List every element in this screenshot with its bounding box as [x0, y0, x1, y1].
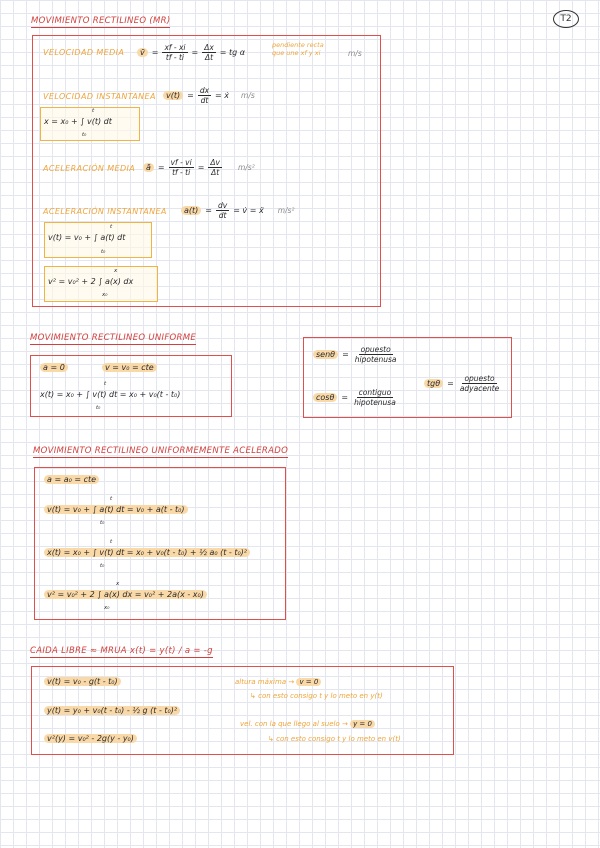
mrua-x-upper: t — [110, 539, 113, 545]
caida-v-eq: v(t) = v₀ - g(t - t₀) — [44, 677, 121, 686]
acel-media-label: ACELERACIÓN MEDIA — [43, 164, 136, 173]
page-number: T2 — [553, 10, 579, 28]
caida-v2-eq: v²(y) = v₀² - 2g(y - y₀) — [44, 734, 137, 743]
vel-media-formula: v̄ = $\frac{xf - xi}{tf - ti}$ = $\frac{\Delta x}{\Delta t}$ = tg α — [137, 43, 245, 62]
acel-inst-v2-integral: v² = v₀² + 2 ∫ a(x) dx — [48, 277, 134, 286]
caida-y-eq: y(t) = y₀ + v₀(t - t₀) - ½ g (t - t₀)² — [44, 706, 180, 715]
caida-note1-sub: ↳ con esto consigo t y lo meto en y(t) — [250, 692, 383, 700]
vel-inst-unit: m/s — [241, 91, 255, 100]
mrua-v-upper: t — [110, 496, 113, 502]
acel-inst-lhs: a(t) — [181, 206, 201, 215]
caida-note1: altura máxima → v = 0 — [235, 678, 321, 686]
mrua-title: MOVIMIENTO RECTILINEO UNIFORMEMENTE ACELERADO — [33, 446, 289, 456]
vel-inst-label: VELOCIDAD INSTANTANEA — [43, 92, 156, 101]
mru-upper: t — [104, 381, 107, 387]
vel-inst-formula: v(t) = $\frac{dx}{dt}$ = ẋ m/s — [163, 86, 255, 105]
vel-inst-lhs: v(t) — [163, 91, 183, 100]
mrua-x-eq: x(t) = x₀ + ∫ v(t) dt = x₀ + v₀(t - t₀) + ½ a₀ (t - t₀)² — [44, 548, 250, 557]
mrua-x-lower: t₀ — [100, 563, 105, 569]
vel-inst-lower: t₀ — [82, 132, 87, 138]
acel-media-unit: m/s² — [237, 163, 255, 172]
vel-media-note: pendiente recta que une xf y xi — [272, 41, 324, 57]
caida-title: CAIDA LIBRE ≈ MRUA x(t) = y(t) / a = -g — [30, 646, 213, 656]
mrua-v2-eq: v² = v₀² + 2 ∫ a(x) dx = v₀² + 2a(x - x₀) — [44, 590, 207, 599]
vel-media-frac1: $\frac{xf - xi}{tf - ti}$ — [164, 43, 186, 62]
caida-note2-sub: ↳ con esto consigo t y lo meto en v(t) — [268, 735, 401, 743]
mrua-a-const: a = a₀ = cte — [44, 475, 99, 484]
caida-note2-hl: y = 0 — [350, 720, 375, 728]
acel-media-frac1: $\frac{vf - vi}{tf - ti}$ — [170, 158, 192, 177]
caida-note1-hl: v = 0 — [296, 678, 321, 686]
trig-sen: senθ = $\frac{\text{opuesto}}{\text{hipotenusa}}$ — [313, 345, 399, 364]
acel-inst-v2-upper: x — [114, 268, 118, 274]
mrua-v-lower: t₀ — [100, 520, 105, 526]
mru-lower: t₀ — [96, 405, 101, 411]
acel-inst-formula: a(t) = $\frac{dv}{dt}$ = v̇ = ẍ m/s² — [181, 201, 294, 220]
acel-inst-frac: $\frac{dv}{dt}$ — [217, 201, 228, 220]
acel-inst-label: ACELERACIÓN INSTANTANEA — [43, 207, 167, 216]
mru-x-eq: x(t) = x₀ + ∫ v(t) dt = x₀ + v₀(t - t₀) — [40, 390, 181, 399]
acel-inst-v-upper: t — [110, 224, 113, 230]
mru-v-const: v = v₀ = cte — [102, 363, 157, 372]
acel-inst-v-lower: t₀ — [101, 249, 106, 255]
vel-inst-frac: $\frac{dx}{dt}$ — [199, 86, 210, 105]
caida-note2: vel. con la que llego al suelo → y = 0 — [240, 720, 375, 728]
mrua-v-eq: v(t) = v₀ + ∫ a(t) dt = v₀ + a(t - t₀) — [44, 505, 188, 514]
acel-inst-v2-lower: x₀ — [102, 292, 108, 298]
acel-media-frac2: $\frac{\Delta v}{\Delta t}$ — [210, 158, 220, 177]
vel-media-unit: m/s — [348, 49, 362, 58]
acel-media-formula: ā = $\frac{vf - vi}{tf - ti}$ = $\frac{\Delta v}{\Delta t}$ m/s² — [143, 158, 255, 177]
mrua-v2-upper: x — [116, 581, 120, 587]
acel-inst-unit: m/s² — [277, 206, 295, 215]
vel-media-lhs: v̄ — [137, 48, 148, 57]
acel-inst-v-integral: v(t) = v₀ + ∫ a(t) dt — [48, 233, 126, 242]
trig-tg: tgθ = $\frac{\text{opuesto}}{\text{adyacente}}$ — [424, 374, 501, 393]
mru-a-zero: a = 0 — [40, 363, 68, 372]
mru-title: MOVIMIENTO RECTILINEO UNIFORME — [30, 333, 197, 343]
mr-title: MOVIMIENTO RECTILINEO (MR) — [31, 16, 171, 26]
vel-media-label: VELOCIDAD MEDIA — [43, 48, 125, 57]
trig-cos: cosθ = $\frac{\text{contiguo}}{\text{hipotenusa}}$ — [313, 388, 398, 407]
vel-media-frac2: $\frac{\Delta x}{\Delta t}$ — [204, 43, 214, 62]
acel-media-lhs: ā — [143, 163, 154, 172]
mrua-v2-lower: x₀ — [104, 605, 110, 611]
vel-inst-integral: x = x₀ + ∫ v(t) dt — [44, 117, 112, 126]
vel-inst-upper: t — [92, 108, 95, 114]
